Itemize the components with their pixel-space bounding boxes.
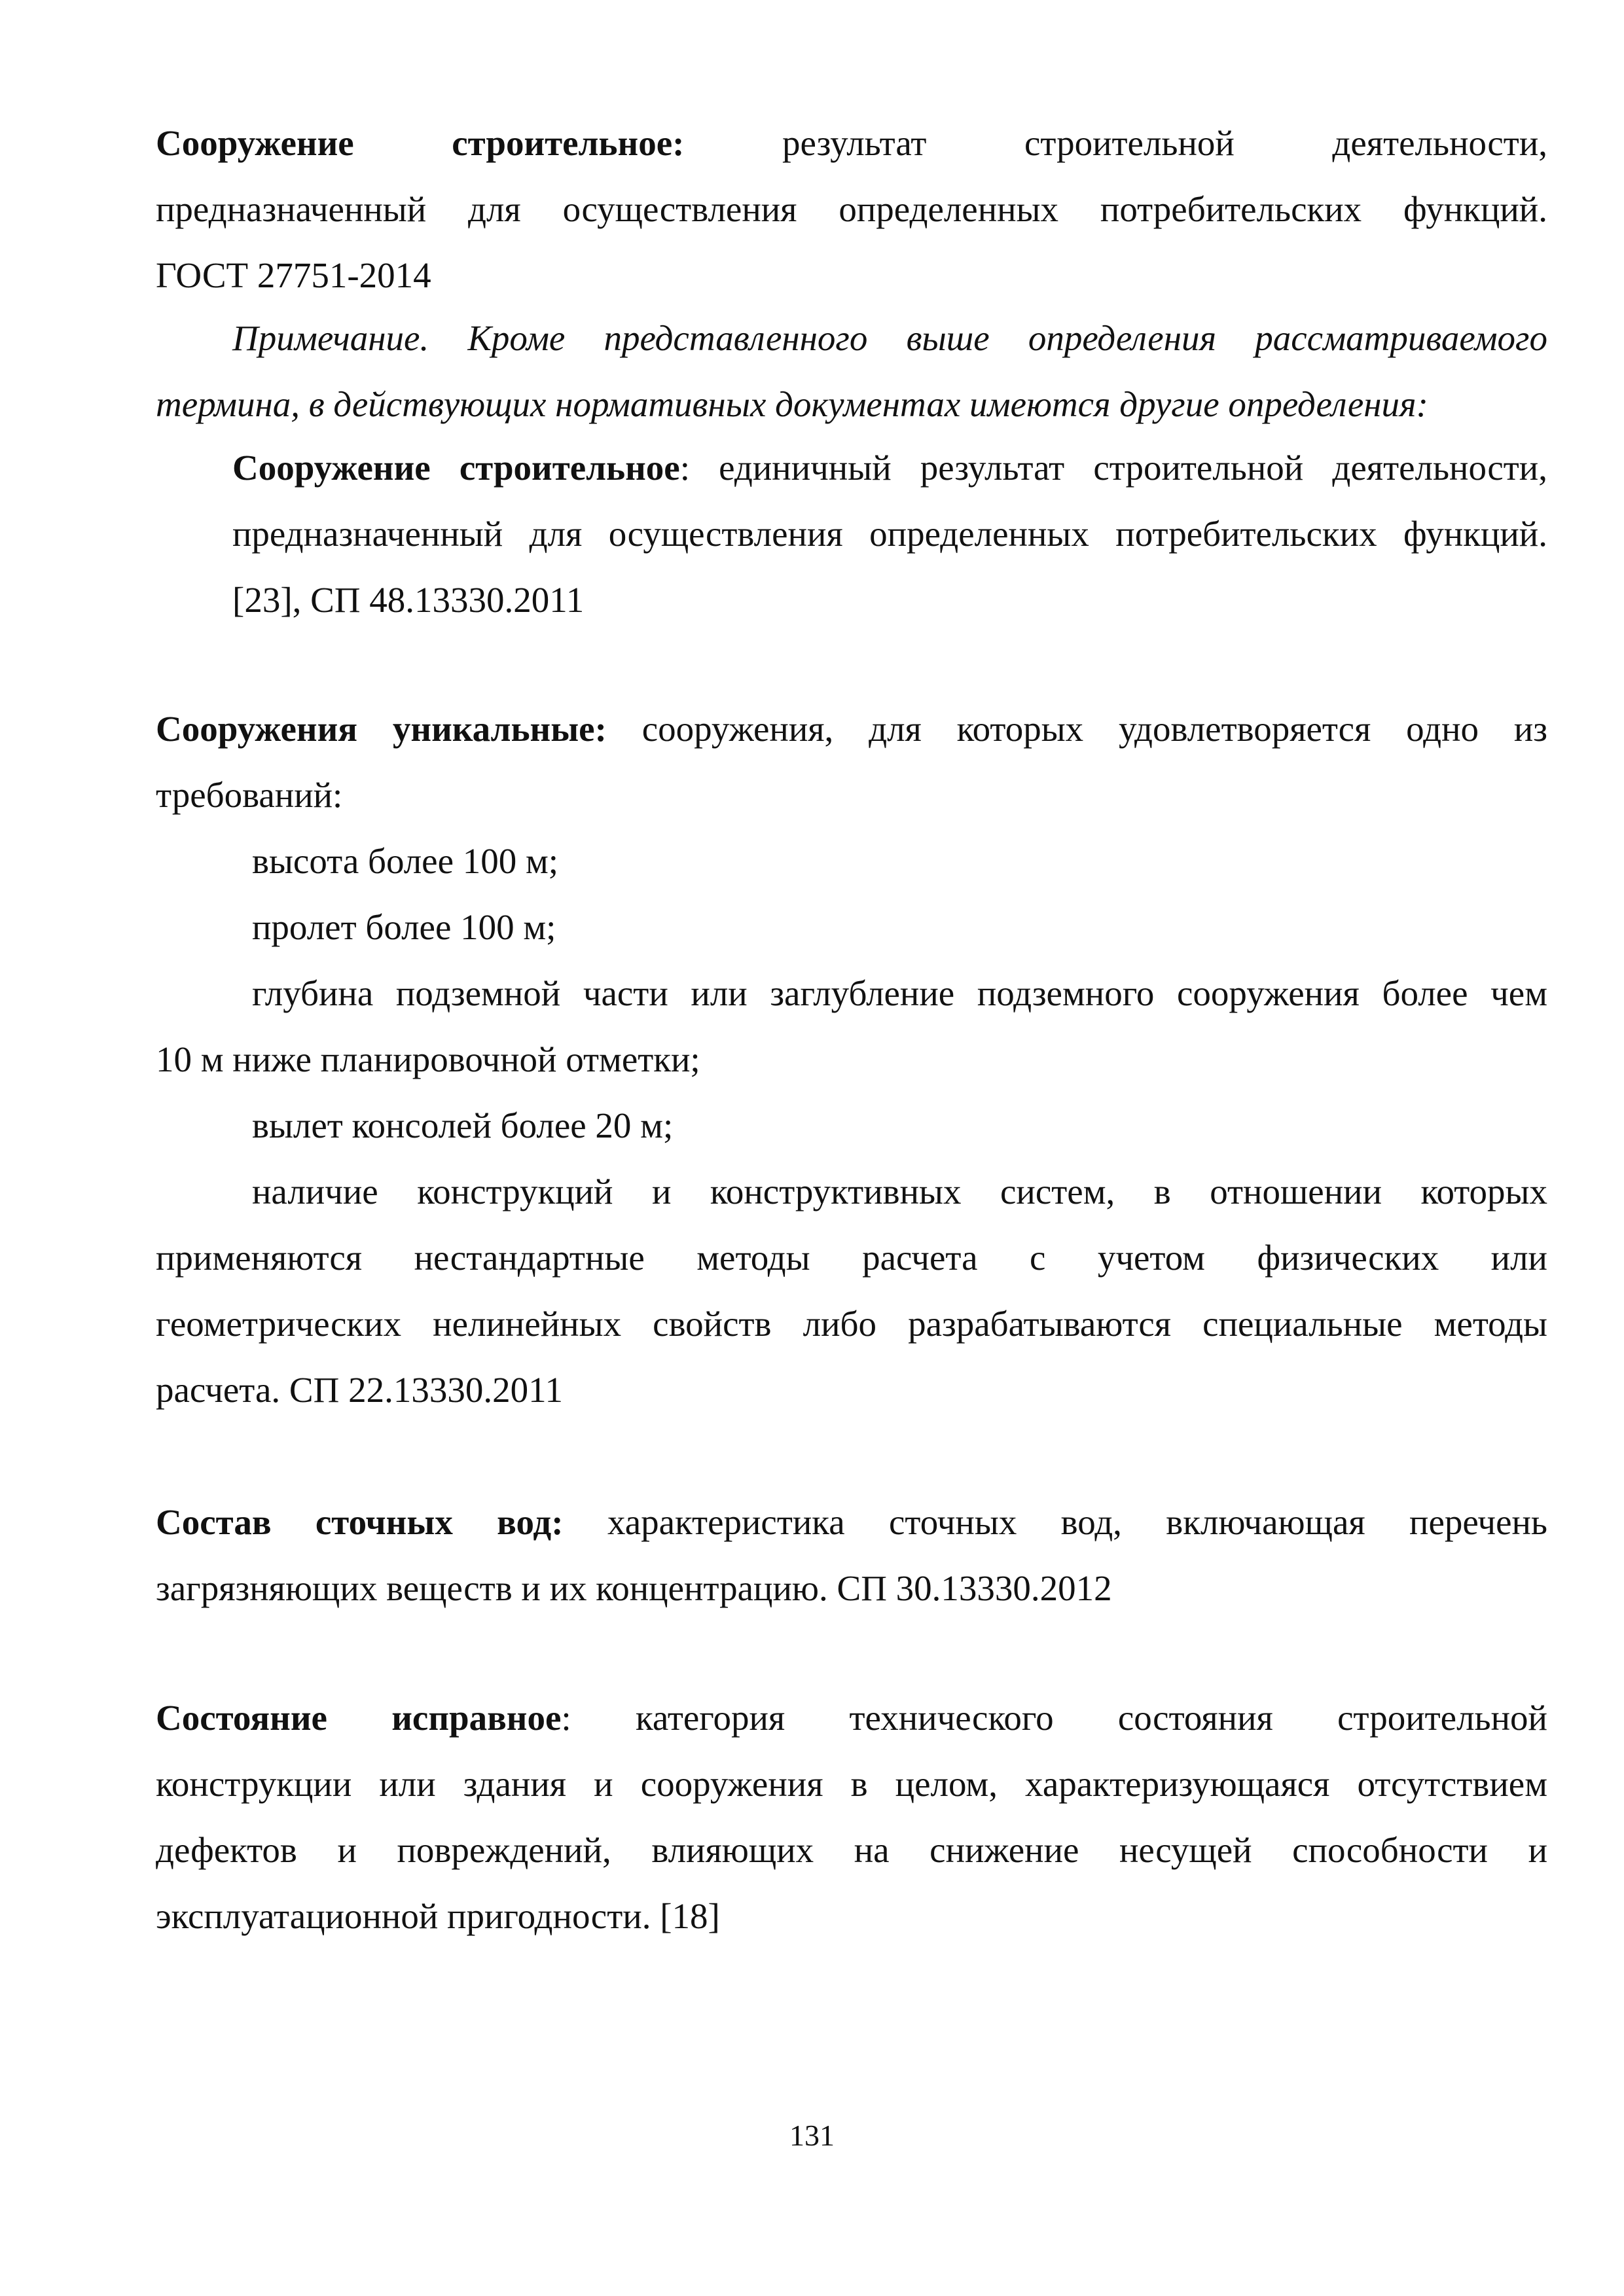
entry-term: Состояние исправное	[156, 1698, 562, 1738]
requirement-methods	[156, 1158, 1547, 1423]
entry-sooruzhenie-stroitelnoe	[156, 110, 1547, 308]
list-item: пролет более 100 м;	[252, 907, 556, 947]
entry-line	[156, 1489, 1547, 1555]
subdefinition	[232, 435, 1547, 633]
entry-sostav-stochnyh-vod	[156, 1489, 1547, 1621]
entry-line	[156, 110, 1547, 176]
list-item: применяются нестандартные методы расчета с учетом физических или	[156, 1238, 1547, 1278]
page-number: 131	[789, 2119, 835, 2152]
list-item: 10 м ниже планировочной отметки;	[156, 1039, 700, 1079]
subdef-term: Сооружение строительное	[232, 448, 680, 488]
note-line: Примечание. Кроме представленного выше определения рассматриваемого	[232, 318, 1547, 358]
entry-line	[156, 696, 1547, 762]
entry-text: результат строительной деятельности,	[782, 123, 1548, 163]
note	[156, 305, 1547, 437]
list-item: вылет консолей более 20 м;	[252, 1105, 674, 1145]
entry-text: сооружения, для которых удовлетворяется одно из	[606, 709, 1547, 749]
entry-term: Состав сточных вод:	[156, 1502, 564, 1542]
note-line: термина, в действующих нормативных документах имеются другие определения:	[156, 384, 1428, 424]
entry-line	[156, 1685, 1547, 1751]
entry-text: : категория технического состояния строительной	[561, 1698, 1547, 1738]
requirement-cantilever	[252, 1092, 1547, 1158]
list-item: глубина подземной части или заглубление подземного сооружения более чем	[252, 973, 1547, 1013]
list-item: геометрических нелинейных свойств либо разрабатываются специальные методы	[156, 1304, 1547, 1344]
list-item: наличие конструкций и конструктивных систем, в отношении которых	[252, 1172, 1547, 1211]
requirements-list	[252, 828, 1547, 960]
requirement-depth	[156, 960, 1547, 1092]
list-item: высота более 100 м;	[252, 841, 559, 881]
entry-line: эксплуатационной пригодности. [18]	[156, 1896, 720, 1936]
entry-term: Сооружение строительное:	[156, 123, 685, 163]
entry-line: ГОСТ 27751-2014	[156, 255, 431, 295]
subdef-text: : единичный результат строительной деятельности,	[679, 448, 1547, 488]
subdef-line	[232, 435, 1547, 501]
entry-line: дефектов и повреждений, влияющих на снижение несущей способности и	[156, 1830, 1547, 1870]
entry-text: характеристика сточных вод, включающая перечень	[563, 1502, 1547, 1542]
entry-sostoyanie-ispravnoe	[156, 1685, 1547, 1949]
list-item: расчета. СП 22.13330.2011	[156, 1370, 564, 1410]
entry-line: загрязняющих веществ и их концентрацию. СП 30.13330.2012	[156, 1568, 1112, 1608]
entry-line: предназначенный для осуществления определенных потребительских функций.	[156, 189, 1547, 229]
subdef-line: [23], СП 48.13330.2011	[232, 580, 585, 620]
entry-line: конструкции или здания и сооружения в целом, характеризующаяся отсутствием	[156, 1764, 1547, 1804]
subdef-line: предназначенный для осуществления определенных потребительских функций.	[232, 514, 1547, 554]
entry-line: требований:	[156, 775, 343, 815]
entry-term: Сооружения уникальные:	[156, 709, 607, 749]
entry-sooruzheniya-unikalnye	[156, 696, 1547, 828]
